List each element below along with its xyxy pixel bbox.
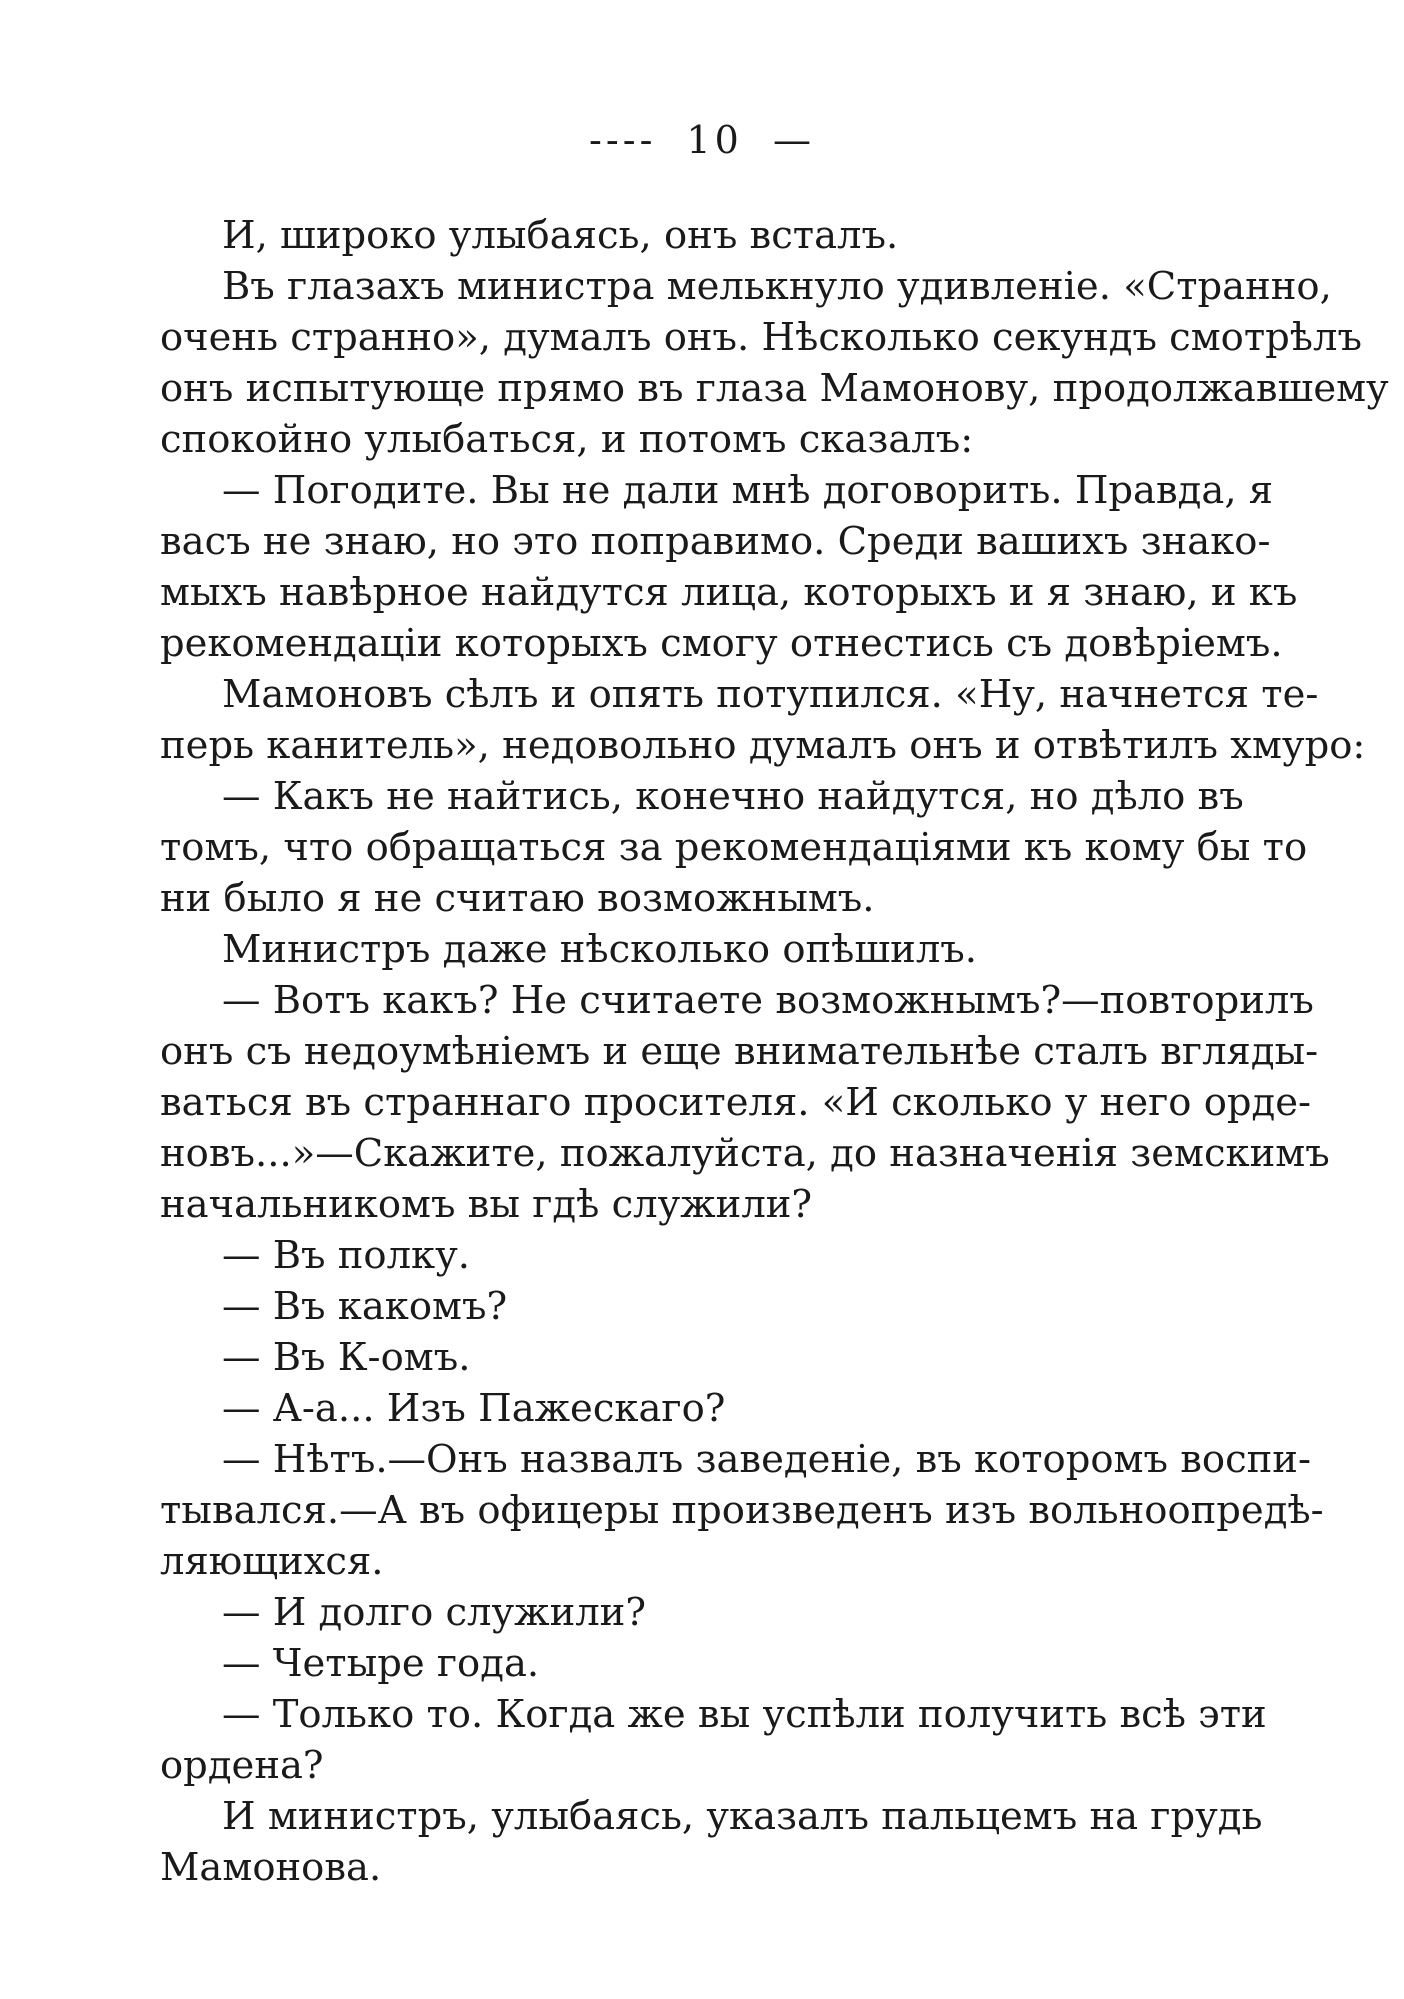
text-line: — Вотъ какъ? Не считаете возможнымъ?—повторилъ: [222, 978, 1314, 1023]
text-line: рекомендаціи которыхъ смогу отнестись съ довѣріемъ.: [160, 621, 1283, 666]
text-line: Въ глазахъ министра мелькнуло удивленіе. «Странно,: [222, 264, 1332, 309]
text-line: томъ, что обращаться за рекомендаціями къ кому бы то: [160, 825, 1308, 870]
text-line: ляющихся.: [160, 1539, 384, 1584]
text-line: И, широко улыбаясь, онъ всталъ.: [222, 213, 899, 258]
text-line: — А-а... Изъ Пажескаго?: [222, 1386, 726, 1431]
text-line: онъ съ недоумѣніемъ и еще внимательнѣе сталъ вгляды-: [160, 1029, 1319, 1074]
text-line: ни было я не считаю возможнымъ.: [160, 876, 875, 921]
text-line: — Только то. Когда же вы успѣли получить всѣ эти: [222, 1692, 1267, 1737]
text-line: — Въ какомъ?: [222, 1284, 508, 1329]
text-line: — И долго служили?: [222, 1590, 646, 1635]
text-line: очень странно», думалъ онъ. Нѣсколько секундъ смотрѣлъ: [160, 315, 1362, 360]
text-line: — Четыре года.: [222, 1641, 540, 1686]
page-number: [0, 118, 1404, 162]
text-line: начальникомъ вы гдѣ служили?: [160, 1182, 813, 1227]
body-text: [160, 210, 1389, 1893]
text-line: ваться въ страннаго просителя. «И сколько у него орде-: [160, 1080, 1312, 1125]
text-line: новъ...»—Скажите, пожалуйста, до назначенія земскимъ: [160, 1131, 1330, 1176]
text-line: онъ испытующе прямо въ глаза Мамонову, продолжавшему: [160, 366, 1389, 411]
text-line: И министръ, улыбаясь, указалъ пальцемъ на грудь: [222, 1794, 1263, 1839]
text-line: ордена?: [160, 1743, 324, 1788]
text-line: васъ не знаю, но это поправимо. Среди вашихъ знако-: [160, 519, 1271, 564]
page-number-dash-right: —: [772, 118, 815, 162]
text-line: мыхъ навѣрное найдутся лица, которыхъ и я знаю, и къ: [160, 570, 1298, 615]
text-line: — Въ К-омъ.: [222, 1335, 471, 1380]
text-line: — Нѣтъ.—Онъ назвалъ заведеніе, въ которомъ воспи-: [222, 1437, 1311, 1482]
text-line: Мамонова.: [160, 1845, 382, 1890]
text-line: тывался.—А въ офицеры произведенъ изъ вольноопредѣ-: [160, 1488, 1324, 1533]
text-line: — Погодите. Вы не дали мнѣ договорить. Правда, я: [222, 468, 1274, 513]
page-number-value: 10: [686, 118, 743, 162]
text-line: Министръ даже нѣсколько опѣшилъ.: [222, 927, 978, 972]
page-number-dash-left: ----: [589, 118, 657, 162]
text-line: перь канитель», недовольно думалъ онъ и отвѣтилъ хмуро:: [160, 723, 1366, 768]
text-line: спокойно улыбаться, и потомъ сказалъ:: [160, 417, 974, 462]
text-line: — Какъ не найтись, конечно найдутся, но дѣло въ: [222, 774, 1244, 819]
text-line: — Въ полку.: [222, 1233, 471, 1278]
text-line: Мамоновъ сѣлъ и опять потупился. «Ну, начнется те-: [222, 672, 1319, 717]
